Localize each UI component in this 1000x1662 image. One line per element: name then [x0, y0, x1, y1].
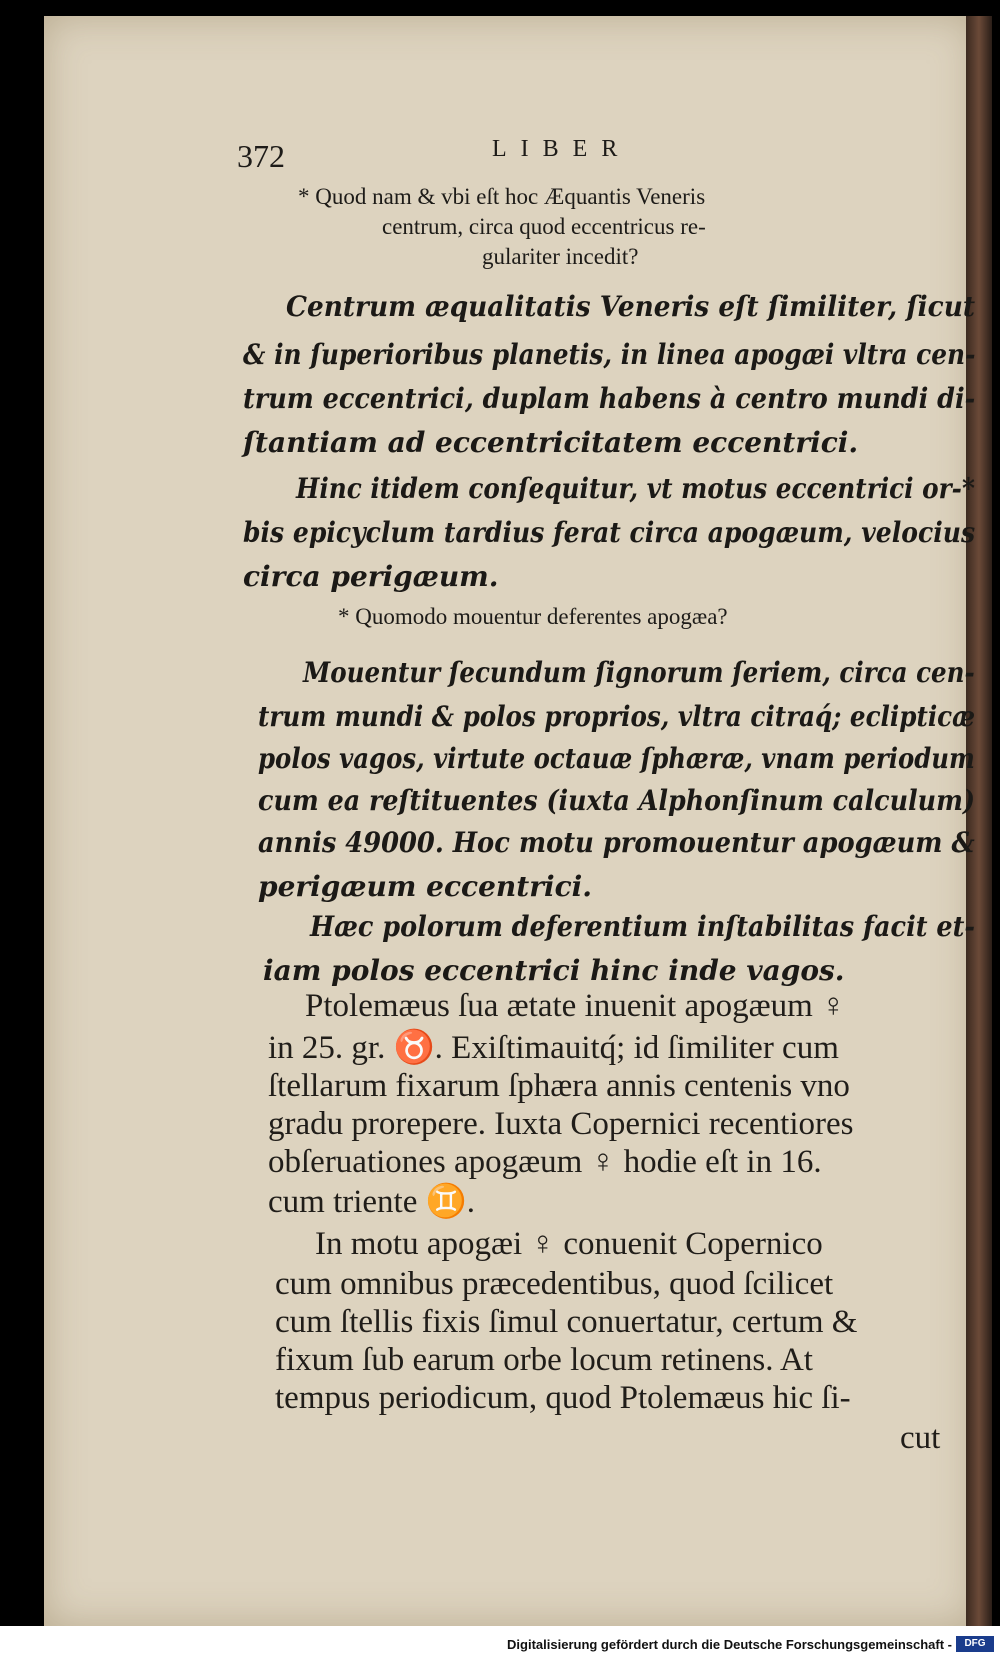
answer2-line: polos vagos, virtute octauæ ſphæræ, vnam periodum	[258, 742, 975, 775]
answer2-line: iam polos eccentrici hinc inde vagos.	[263, 954, 845, 987]
catchword: cut	[900, 1420, 941, 1456]
question2: * Quomodo mouentur deferentes apogæa?	[338, 604, 728, 629]
body-line: In motu apogæi ♀ conuenit Copernico	[315, 1226, 823, 1262]
answer1-line: circa perigæum.	[243, 560, 499, 593]
body-line: cum ſtellis fixis ſimul conuertatur, certum &	[275, 1304, 858, 1340]
body-line: obſeruationes apogæum ♀ hodie eſt in 16.	[268, 1144, 822, 1180]
question1-line: centrum, circa quod eccentricus re-	[382, 214, 706, 239]
answer1-line: bis epicyclum tardius ferat circa apogæum, velocius	[243, 516, 976, 549]
answer2-line: Mouentur ſecundum ſignorum ſeriem, circa cen-	[303, 656, 975, 689]
answer2-line: Hæc polorum deferentium inſtabilitas facit et-	[310, 910, 976, 943]
running-title: LIBER	[492, 136, 632, 162]
answer1-line: Hinc itidem conſequitur, vt motus eccentrici or-*	[296, 472, 975, 505]
question1-line: * Quod nam & vbi eſt hoc Æquantis Veneris	[298, 184, 706, 209]
answer2-line: trum mundi & polos proprios, vltra citraq́; eclipticæ	[258, 700, 976, 733]
body-line: cum omnibus præcedentibus, quod ſcilicet	[275, 1266, 834, 1302]
answer1-line: Centrum æqualitatis Veneris eſt ſimiliter, ſicut	[286, 290, 976, 323]
answer1-line: & in ſuperioribus planetis, in linea apogæi vltra cen-	[243, 338, 976, 371]
answer1-line: ſtantiam ad eccentricitatem eccentrici.	[243, 426, 859, 459]
body-line: fixum ſub earum orbe locum retinens. At	[275, 1342, 813, 1378]
body-line: cum triente ♊.	[268, 1184, 475, 1220]
body-line: tempus periodicum, quod Ptolemæus hic ſi-	[275, 1380, 851, 1416]
question1-line: gulariter incedit?	[482, 244, 639, 269]
book-spine	[966, 16, 992, 1626]
dfg-logo: DFG	[956, 1636, 994, 1652]
body-line: ſtellarum fixarum ſphæra annis centenis vno	[268, 1068, 850, 1104]
body-line: Ptolemæus ſua ætate inuenit apogæum ♀	[305, 988, 846, 1024]
page-number: 372	[237, 138, 285, 174]
funding-credit: Digitalisierung gefördert durch die Deutsche Forschungsgemeinschaft -	[507, 1637, 952, 1652]
body-line: in 25. gr. ♉. Exiſtimauitq́; id ſimiliter cum	[268, 1030, 839, 1066]
answer2-line: annis 49000. Hoc motu promouentur apogæum &	[258, 826, 975, 859]
answer2-line: cum ea reſtituentes (iuxta Alphonſinum calculum)	[258, 784, 975, 817]
body-line: gradu prorepere. Iuxta Copernici recentiores	[268, 1106, 854, 1142]
answer1-line: trum eccentrici, duplam habens à centro mundi di-	[243, 382, 976, 415]
answer2-line: perigæum eccentrici.	[258, 870, 593, 903]
